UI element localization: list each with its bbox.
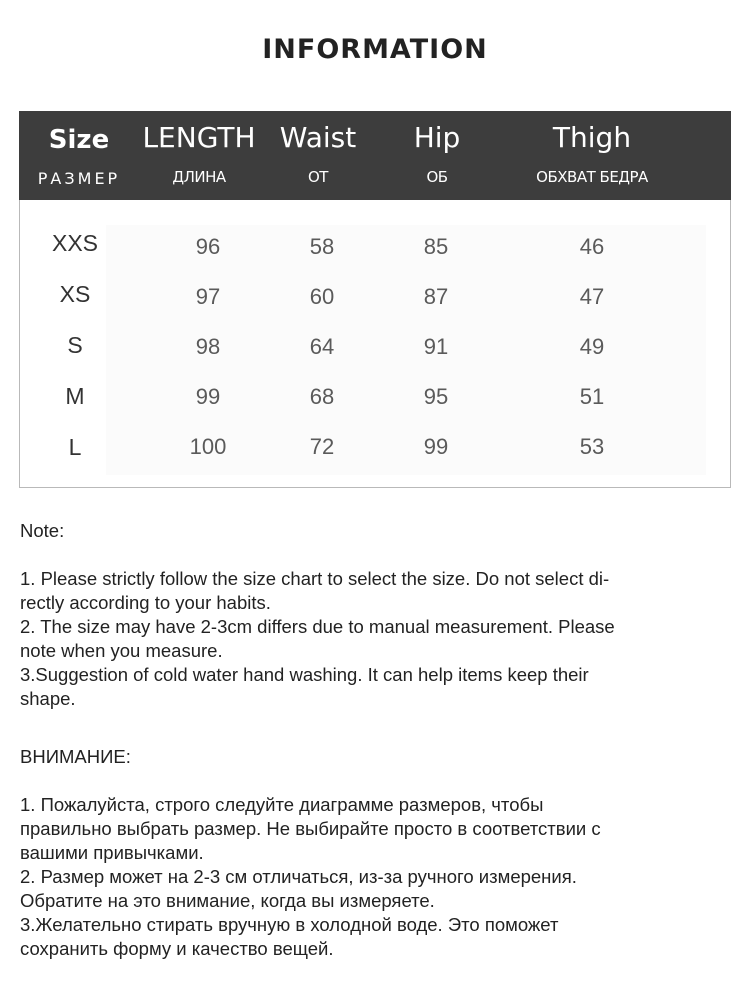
note-line: 1. Please strictly follow the size chart to select the size. Do not select di- (20, 568, 610, 589)
table-cell: 87 (423, 284, 449, 309)
table-cell: 51 (579, 384, 605, 409)
table-header (19, 111, 731, 200)
table-cell: 85 (423, 234, 449, 259)
size-cell: S (67, 332, 83, 358)
header-size-en: Size (48, 125, 110, 155)
table-cell: 58 (309, 234, 335, 259)
table-cell: 68 (309, 384, 335, 409)
table-cell: 100 (189, 434, 227, 459)
size-cell: L (68, 434, 82, 460)
note-line: сохранить форму и качество вещей. (20, 938, 334, 959)
header-length-ru: ДЛИНА (172, 168, 226, 186)
note-line: shape. (20, 688, 76, 709)
table-cell: 47 (579, 284, 605, 309)
table-cell: 53 (579, 434, 605, 459)
note-russian (20, 745, 710, 961)
note-line: 3.Suggestion of cold water hand washing. It can help items keep their (20, 664, 589, 685)
table-cell: 97 (195, 284, 221, 309)
header-size (19, 111, 139, 200)
table-cell: 98 (195, 334, 221, 359)
header-waist-ru: ОТ (308, 168, 328, 186)
note-line: 1. Пожалуйста, строго следуйте диаграмме размеров, чтобы (20, 794, 544, 815)
header-hip-en: Hip (413, 121, 461, 154)
table-cell: 99 (423, 434, 449, 459)
header-thigh (497, 111, 687, 200)
note-line: rectly according to your habits. (20, 592, 271, 613)
header-waist (259, 111, 377, 200)
note-line: 3.Желательно стирать вручную в холодной воде. Это поможет (20, 914, 559, 935)
table-cell: 64 (309, 334, 335, 359)
note-line: правильно выбрать размер. Не выбирайте просто в соответствии с (20, 818, 601, 839)
note-line: note when you measure. (20, 640, 223, 661)
header-length (139, 111, 259, 200)
page-title: INFORMATION (262, 34, 488, 65)
note-line: Обратите на это внимание, когда вы измеряете. (20, 890, 435, 911)
table-cell: 72 (309, 434, 335, 459)
header-hip (377, 111, 497, 200)
table-cell: 91 (423, 334, 449, 359)
note-line: 2. The size may have 2-3cm differs due to manual measurement. Please (20, 616, 615, 637)
size-cell: M (65, 383, 85, 409)
header-thigh-en: Thigh (552, 121, 632, 154)
note-heading: ВНИМАНИЕ: (20, 746, 131, 767)
note-line: вашими привычками. (20, 842, 204, 863)
table-cell: 60 (309, 284, 335, 309)
table-cell: 49 (579, 334, 605, 359)
size-cell: XS (59, 281, 91, 307)
note-english (20, 519, 710, 711)
table-cell: 96 (195, 234, 221, 259)
header-waist-en: Waist (279, 121, 357, 154)
header-hip-ru: ОБ (426, 168, 448, 186)
table-cell: 46 (579, 234, 605, 259)
header-size-ru: РАЗМЕР (37, 169, 121, 188)
header-thigh-ru: ОБХВАТ БЕДРА (536, 168, 648, 186)
note-line: 2. Размер может на 2-3 см отличаться, из-за ручного измерения. (20, 866, 577, 887)
table-cell: 99 (195, 384, 221, 409)
table-cell: 95 (423, 384, 449, 409)
size-cell: XXS (51, 230, 99, 256)
note-heading: Note: (20, 520, 65, 541)
header-length-en: LENGTH (142, 121, 256, 154)
size-chart-table (19, 111, 731, 488)
